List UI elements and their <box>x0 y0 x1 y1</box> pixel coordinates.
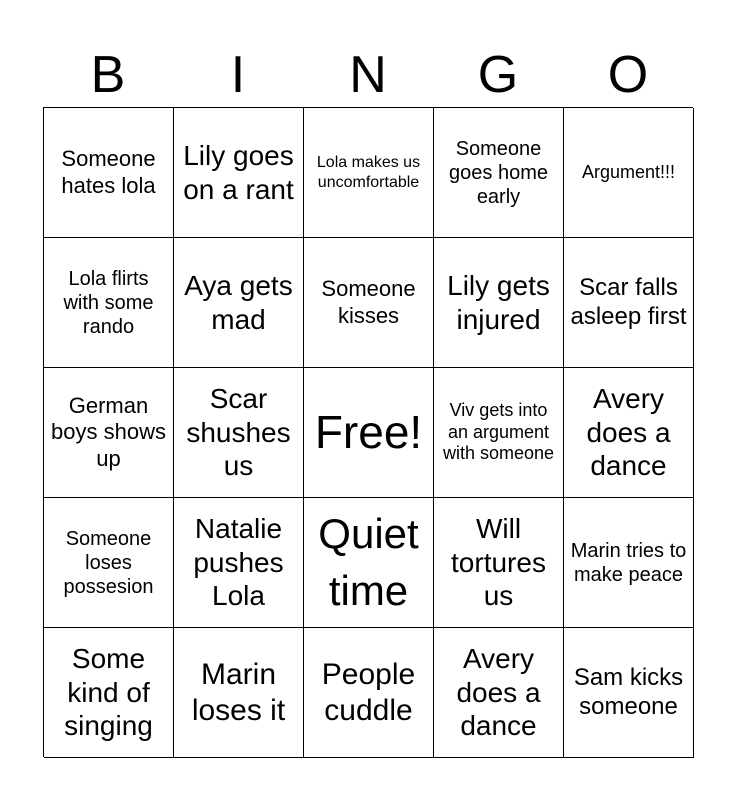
header-letter-g: G <box>477 46 519 104</box>
bingo-cell[interactable]: Someone goes home early <box>434 108 564 238</box>
bingo-cell[interactable]: Natalie pushes Lola <box>174 498 304 628</box>
header-letter-n: N <box>349 46 387 104</box>
bingo-cell[interactable]: Someone hates lola <box>44 108 174 238</box>
header-letter-o: O <box>607 46 649 104</box>
bingo-header <box>43 40 693 110</box>
bingo-cell[interactable]: People cuddle <box>304 628 434 758</box>
bingo-cell[interactable]: German boys shows up <box>44 368 174 498</box>
bingo-cell[interactable]: Marin loses it <box>174 628 304 758</box>
bingo-cell[interactable]: Sam kicks someone <box>564 628 694 758</box>
bingo-cell[interactable]: Lily gets injured <box>434 238 564 368</box>
bingo-cell[interactable]: Quiet time <box>304 498 434 628</box>
bingo-grid <box>43 107 693 757</box>
bingo-cell[interactable]: Marin tries to make peace <box>564 498 694 628</box>
bingo-cell[interactable]: Scar falls asleep first <box>564 238 694 368</box>
bingo-cell[interactable]: Avery does a dance <box>564 368 694 498</box>
bingo-cell[interactable]: Aya gets mad <box>174 238 304 368</box>
bingo-cell[interactable]: Someone loses possesion <box>44 498 174 628</box>
bingo-cell[interactable]: Avery does a dance <box>434 628 564 758</box>
bingo-cell[interactable]: Viv gets into an argument with someone <box>434 368 564 498</box>
bingo-cell[interactable]: Lola flirts with some rando <box>44 238 174 368</box>
bingo-cell[interactable]: Argument!!! <box>564 108 694 238</box>
bingo-cell[interactable]: Will tortures us <box>434 498 564 628</box>
header-letter-b: B <box>90 46 126 104</box>
bingo-cell[interactable]: Scar shushes us <box>174 368 304 498</box>
bingo-cell[interactable]: Some kind of singing <box>44 628 174 758</box>
bingo-cell[interactable]: Lily goes on a rant <box>174 108 304 238</box>
free-cell[interactable]: Free! <box>304 368 434 498</box>
header-letter-i: I <box>230 46 246 104</box>
bingo-cell[interactable]: Lola makes us uncomfortable <box>304 108 434 238</box>
bingo-cell[interactable]: Someone kisses <box>304 238 434 368</box>
